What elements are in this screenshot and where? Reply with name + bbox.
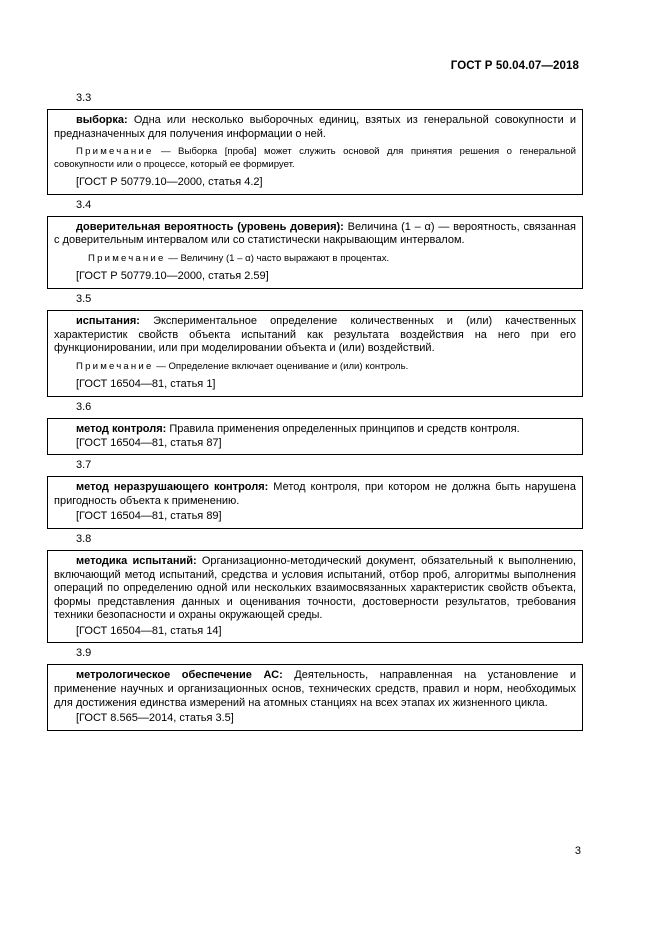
entry-number: 3.8 bbox=[76, 532, 92, 545]
source-reference: [ГОСТ Р 50779.10—2000, статья 4.2] bbox=[76, 176, 263, 189]
definition bbox=[54, 555, 576, 623]
term: метод неразрушающего контроля: bbox=[76, 481, 269, 494]
term-entry bbox=[47, 292, 583, 397]
term-entry bbox=[47, 458, 583, 529]
definition bbox=[54, 423, 576, 437]
term-entry bbox=[47, 198, 583, 289]
note-text: — Выборка [проба] может служить основой для принятия решения о генеральной совокупности или о процессе, который ее формирует. bbox=[54, 146, 576, 170]
definition-text: Правила применения определенных принципов и средств контроля. bbox=[166, 422, 520, 435]
entry-number: 3.7 bbox=[76, 459, 92, 472]
entry-box bbox=[47, 476, 583, 529]
note bbox=[54, 361, 576, 374]
entry-box bbox=[47, 664, 583, 730]
entry-number: 3.5 bbox=[76, 293, 92, 306]
term: выборка: bbox=[76, 114, 128, 126]
definition bbox=[54, 481, 576, 508]
definition bbox=[54, 669, 576, 710]
source-reference: [ГОСТ 16504—81, статья 89] bbox=[76, 510, 222, 523]
term: доверительная вероятность (уровень доверия): bbox=[76, 220, 344, 233]
term: метрологическое обеспечение АС: bbox=[76, 669, 283, 682]
entry-number: 3.3 bbox=[76, 92, 92, 104]
note-label: Примечание bbox=[76, 360, 154, 372]
entry-box bbox=[47, 550, 583, 644]
entry-box bbox=[47, 216, 583, 289]
terms-list bbox=[47, 91, 583, 734]
term-entry bbox=[47, 532, 583, 644]
source-reference: [ГОСТ 8.565—2014, статья 3.5] bbox=[76, 712, 234, 725]
definition-text: Экспериментальное определение количественных и (или) качественных характеристик свойств объекта испытаний как результата воздействия на него при его функционировании, или при моделировании объекта и (или) воздействий. bbox=[54, 315, 576, 355]
note-label: Примечание bbox=[76, 146, 154, 158]
note-label: Примечание bbox=[88, 252, 166, 264]
note-text: — Определение включает оценивание и (или) контроль. bbox=[153, 360, 409, 372]
page-header: ГОСТ Р 50.04.07—2018 bbox=[450, 60, 579, 72]
source-reference: [ГОСТ 16504—81, статья 14] bbox=[76, 624, 222, 637]
note bbox=[54, 146, 576, 171]
term-entry bbox=[47, 91, 583, 195]
source-reference: [ГОСТ 16504—81, статья 1] bbox=[76, 378, 216, 391]
definition-text: Одна или несколько выборочных единиц, взятых из генеральной совокупности и предназначенных для получения информации о ней. bbox=[54, 114, 576, 140]
entry-box bbox=[47, 310, 583, 397]
definition-text: Организационно-методический документ, обязательный к выполнению, включающий метод испытаний, средства и условия испытаний, отбор проб, алгоритмы выполнения операций по определению одной или нескольких взаимосвязанных характеристик свойств объекта, формы представления данных и оценивания точности, достоверности результатов, требования техники безопасности и охраны окружающей среды. bbox=[54, 554, 576, 622]
definition-text: Метод контроля, при котором не должна быть нарушена пригодность объекта к применению. bbox=[54, 481, 576, 507]
note bbox=[54, 253, 576, 266]
entry-number: 3.4 bbox=[76, 198, 92, 211]
page-number: 3 bbox=[574, 845, 581, 857]
definition-text: Величина (1 – α) — вероятность, связанная с доверительным интервалом или со статистически накрывающим интервалом. bbox=[54, 220, 577, 247]
term: метод контроля: bbox=[76, 422, 167, 435]
note-text: — Величину (1 – α) часто выражают в процентах. bbox=[165, 252, 390, 264]
definition bbox=[54, 315, 576, 356]
entry-number: 3.9 bbox=[76, 647, 92, 660]
definition-text: Деятельность, направленная на установление и применение научных и организационных основ, технических средств, правил и норм, необходимых для достижения единства измерений на атомных станциях на всех этапах их жизненного цикла. bbox=[54, 669, 577, 709]
entry-box bbox=[47, 109, 583, 195]
term: испытания: bbox=[76, 315, 140, 328]
entry-number: 3.6 bbox=[76, 400, 92, 413]
source-reference: [ГОСТ Р 50779.10—2000, статья 2.59] bbox=[76, 270, 269, 283]
definition bbox=[54, 221, 576, 248]
entry-box bbox=[47, 418, 583, 455]
term: методика испытаний: bbox=[76, 554, 197, 567]
source-reference: [ГОСТ 16504—81, статья 87] bbox=[76, 436, 222, 449]
definition bbox=[54, 114, 576, 141]
term-entry bbox=[47, 400, 583, 455]
term-entry bbox=[47, 646, 583, 730]
